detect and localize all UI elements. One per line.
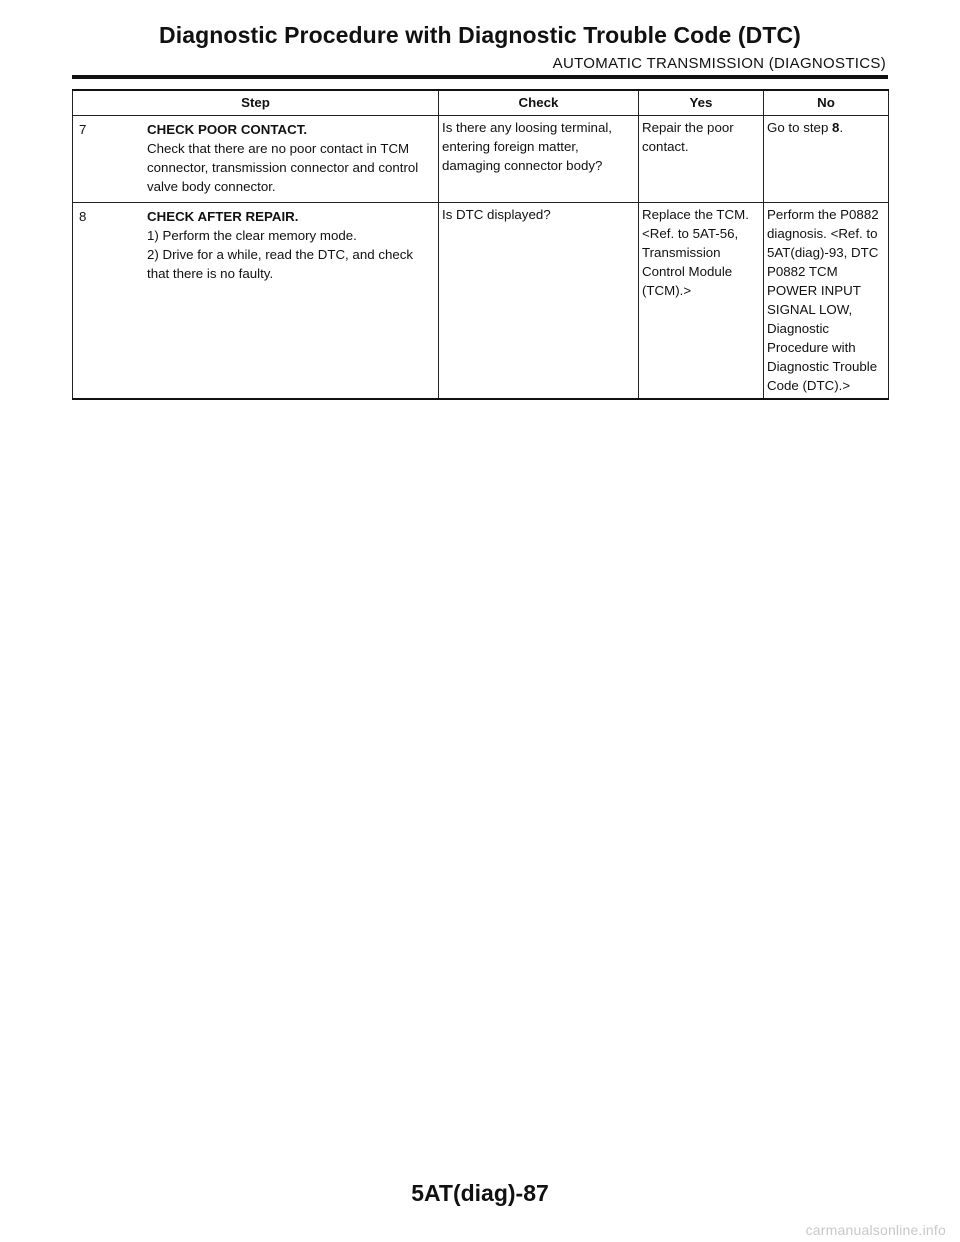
page-title: Diagnostic Procedure with Diagnostic Trouble Code (DTC): [159, 22, 801, 48]
yes-cell: Replace the TCM. <Ref. to 5AT-56, Transmission Control Module (TCM).>: [639, 203, 764, 400]
step-cell: [73, 116, 439, 203]
section-title: AUTOMATIC TRANSMISSION (DIAGNOSTICS): [552, 55, 886, 72]
no-cell: Perform the P0882 diagnosis. <Ref. to 5AT(diag)-93, DTC P0882 TCM POWER INPUT SIGNAL LOW, Diagnostic Procedure with Diagnostic Trouble Code (DTC).>: [764, 203, 889, 400]
watermark: carmanualsonline.info: [805, 1222, 946, 1238]
table-row: [73, 116, 889, 203]
no-cell: [764, 116, 889, 203]
step-cell: [73, 203, 439, 400]
header-rule: [72, 75, 888, 79]
yes-cell: Repair the poor contact.: [639, 116, 764, 203]
no-text-suffix: .: [839, 120, 844, 135]
table-header-row: [73, 90, 889, 116]
page-number: 5AT(diag)-87: [411, 1180, 549, 1206]
step-action: 1) Perform the clear memory mode.: [147, 228, 357, 243]
check-cell: Is there any loosing terminal, entering foreign matter, damaging connector body?: [439, 116, 639, 203]
step-number: 7: [79, 122, 87, 137]
step-heading: CHECK POOR CONTACT.: [147, 122, 308, 137]
column-header-yes: Yes: [639, 90, 764, 116]
column-header-check: Check: [439, 90, 639, 116]
column-header-step: Step: [73, 90, 439, 116]
step-action: Check that there are no poor contact in TCM connector, transmission connector and control valve body connector.: [147, 141, 419, 194]
step-action: 2) Drive for a while, read the DTC, and check that there is no faulty.: [147, 247, 414, 281]
goto-step-number: 8: [832, 120, 840, 135]
step-heading: CHECK AFTER REPAIR.: [147, 209, 299, 224]
table-row: [73, 203, 889, 400]
check-cell: Is DTC displayed?: [439, 203, 639, 400]
procedure-table: [72, 89, 889, 400]
column-header-no: No: [764, 90, 889, 116]
step-number: 8: [79, 209, 87, 224]
no-text-prefix: Go to step: [767, 120, 833, 135]
